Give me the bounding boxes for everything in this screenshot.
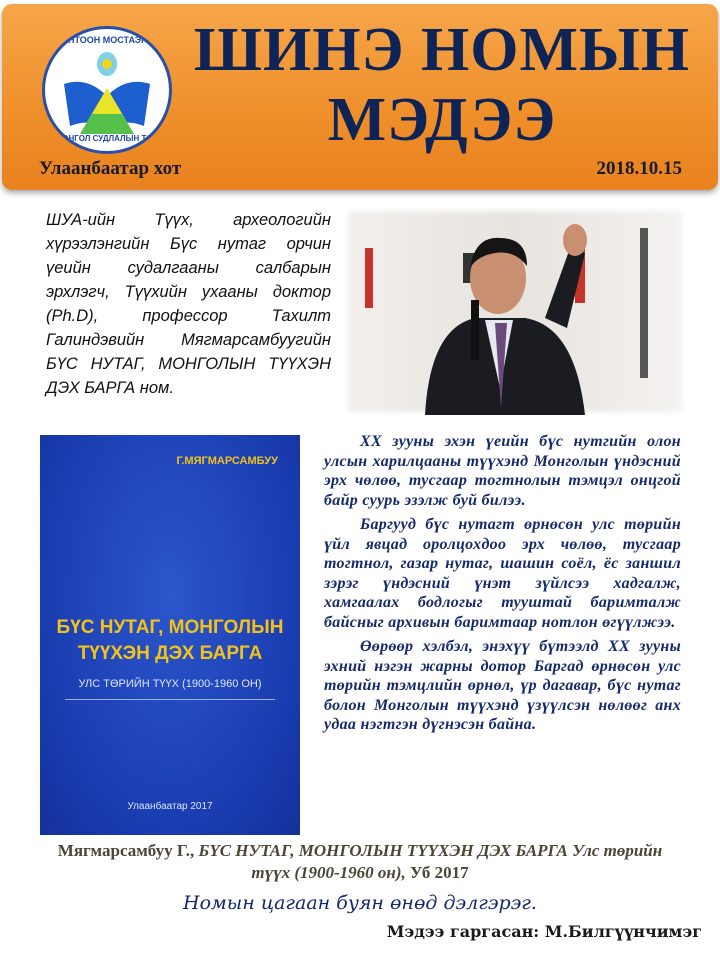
cover-subtitle: УЛС ТӨРИЙН ТҮҮХ (1900-1960 ОН) (78, 678, 262, 690)
page-title-line2: МЭДЭЭ (327, 86, 557, 154)
citation-publisher: Уб 2017 (410, 863, 469, 882)
paragraph: XX зууны эхэн үеийн бүс нутгийн олон улсын харилцааны түүхэнд Монголын үндэсний эрх чөлөө, тусгаар тогтнолын тэмцэл онцгой байр суурь эзэлж буй билээ. (324, 433, 681, 509)
paragraph: Өөрөөр хэлбэл, энэхүү бүтээлд XX зууны эхний нэгэн жарны дотор Баргад өрнөсөн улс төрийн тэмцлийн өрнөл, үр дагавар, бүс нутаг болон Монголын түүхэнд үзүүлсэн нөлөөг анх удаа нэгтгэн дүгнэсэн байна. (324, 638, 681, 733)
book-cover (40, 435, 300, 835)
page-title-line1: ШИНЭ НОМЫН (193, 16, 691, 84)
intro-text: ШУА-ийн Түүх, археологийн хүрээлэнгийн Бүс нутаг орчин үеийн судалгааны салбарын эрхлэгч, Түүхийн ухааны доктор (Ph.D), профессор Тахилт Галиндэвийн Мягмарсамбуугийн БҮС НУТАГ, МОНГОЛЫН ТҮҮХЭН ДЭХ БАРГА ном. (46, 211, 331, 397)
header-banner (2, 4, 718, 190)
logo-text-bottom: МОНГОЛ СУДЛАЛЫН ТӨВ (55, 134, 159, 143)
speaker-photo-illustration (345, 208, 685, 415)
cover-author: Г.МЯГМАРСАМБУУ (176, 455, 278, 467)
cover-place: Улаанбаатар 2017 (127, 801, 213, 812)
paragraph: Баргууд бүс нутагт өрнөсөн улс төрийн үйл явцад оролцохдоо эрх чөлөө, тусгаар тогтнол, газар нутаг, шашин соёл, ёс заншил зэрэг үндэсний үнэт зүйлсээ хадгалж, хамгаалах бодлогыг тууштай баримталж байсныг архивын баримтаар нотлон өгүүлжээ. (324, 516, 681, 631)
city-label: Улаанбаатар хот (39, 158, 182, 179)
credit: Мэдээ гаргасан: М.Билгүүнчимэг (386, 922, 702, 941)
logo (42, 26, 172, 154)
logo-text-top: АНТООН МОСТАЭРТ (61, 35, 153, 45)
author-photo (345, 208, 685, 415)
citation-author: Мягмарсамбуу Г., (57, 841, 195, 860)
citation-title: БҮС НУТАГ, МОНГОЛЫН ТҮҮХЭН ДЭХ БАРГА Улс төрийн түүх (1900-1960 он), (198, 841, 663, 882)
cover-divider (65, 699, 275, 700)
citation (40, 840, 680, 884)
tagline: Номын цагаан буян өнөд дэлгэрэг. (183, 892, 537, 914)
date-label: 2018.10.15 (596, 158, 682, 179)
article-body (324, 432, 681, 740)
cover-title: БҮС НУТАГ, МОНГОЛЫН ТҮҮХЭН ДЭХ БАРГА (56, 617, 284, 664)
